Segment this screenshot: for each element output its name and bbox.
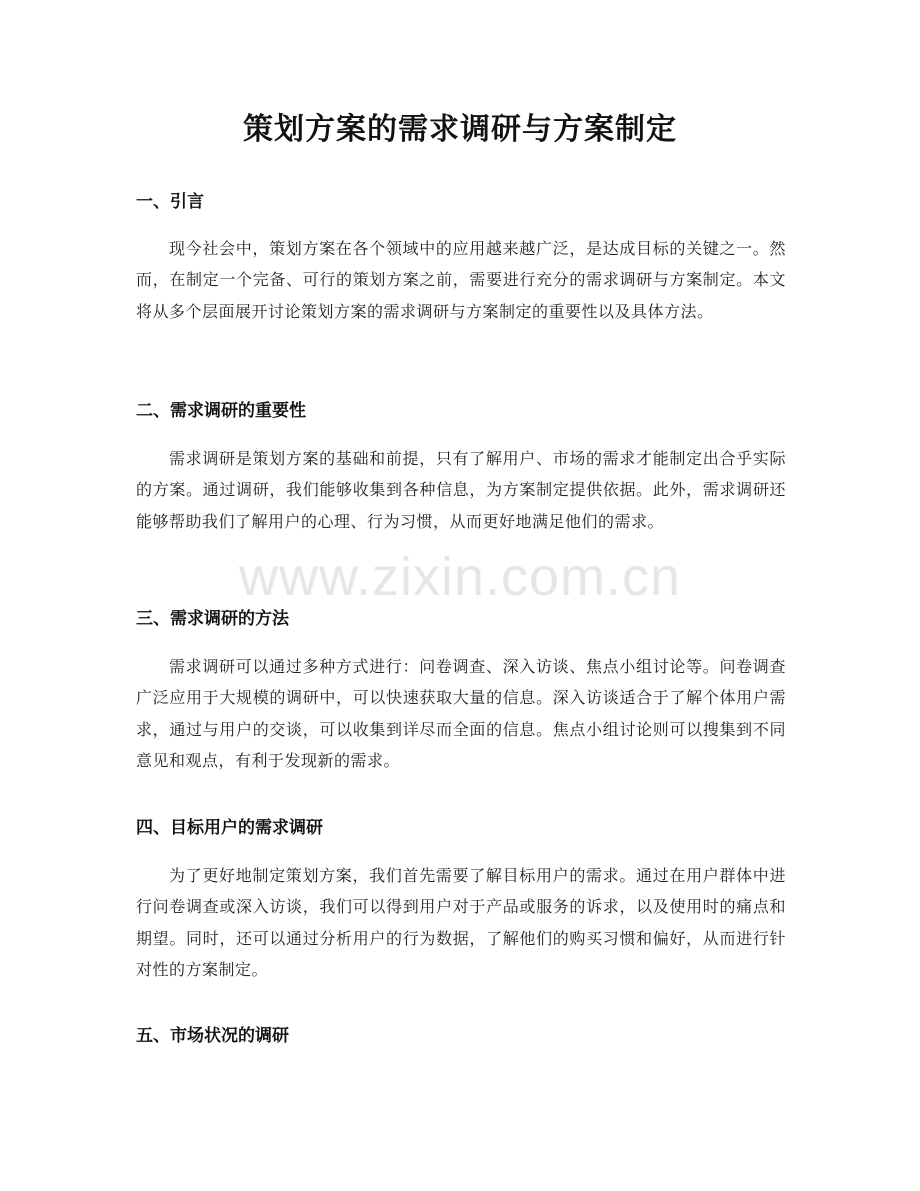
- watermark: www.zixin.com.cn: [238, 547, 682, 607]
- document-title: 策划方案的需求调研与方案制定: [243, 112, 677, 147]
- section-paragraph-methods: 需求调研可以通过多种方式进行：问卷调查、深入访谈、焦点小组讨论等。问卷调查广泛应用于大规模的调研中，可以快速获取大量的信息。深入访谈适合于了解个体用户需求，通过与用户的交谈，可以收集到详尽而全面的信息。焦点小组讨论则可以搜集到不同意见和观点，有利于发现新的需求。: [136, 657, 786, 770]
- section-paragraph-importance: 需求调研是策划方案的基础和前提，只有了解用户、市场的需求才能制定出合乎实际的方案。通过调研，我们能够收集到各种信息，为方案制定提供依据。此外，需求调研还能够帮助我们了解用户的心理、行为习惯，从而更好地满足他们的需求。: [136, 449, 786, 531]
- section-heading-target-users: 四、目标用户的需求调研: [136, 818, 323, 838]
- section-paragraph-target-users: 为了更好地制定策划方案，我们首先需要了解目标用户的需求。通过在用户群体中进行问卷调查或深入访谈，我们可以得到用户对于产品或服务的诉求，以及使用时的痛点和期望。同时，还可以通过分析用户的行为数据，了解他们的购买习惯和偏好，从而进行针对性的方案制定。: [136, 866, 786, 979]
- section-heading-market: 五、市场状况的调研: [136, 1026, 289, 1046]
- section-paragraph-introduction: 现今社会中，策划方案在各个领域中的应用越来越广泛，是达成目标的关键之一。然而，在制定一个完备、可行的策划方案之前，需要进行充分的需求调研与方案制定。本文将从多个层面展开讨论策划方案的需求调研与方案制定的重要性以及具体方法。: [136, 239, 786, 321]
- section-heading-methods: 三、需求调研的方法: [136, 609, 289, 629]
- section-heading-importance: 二、需求调研的重要性: [136, 401, 306, 421]
- section-heading-introduction: 一、引言: [136, 192, 204, 212]
